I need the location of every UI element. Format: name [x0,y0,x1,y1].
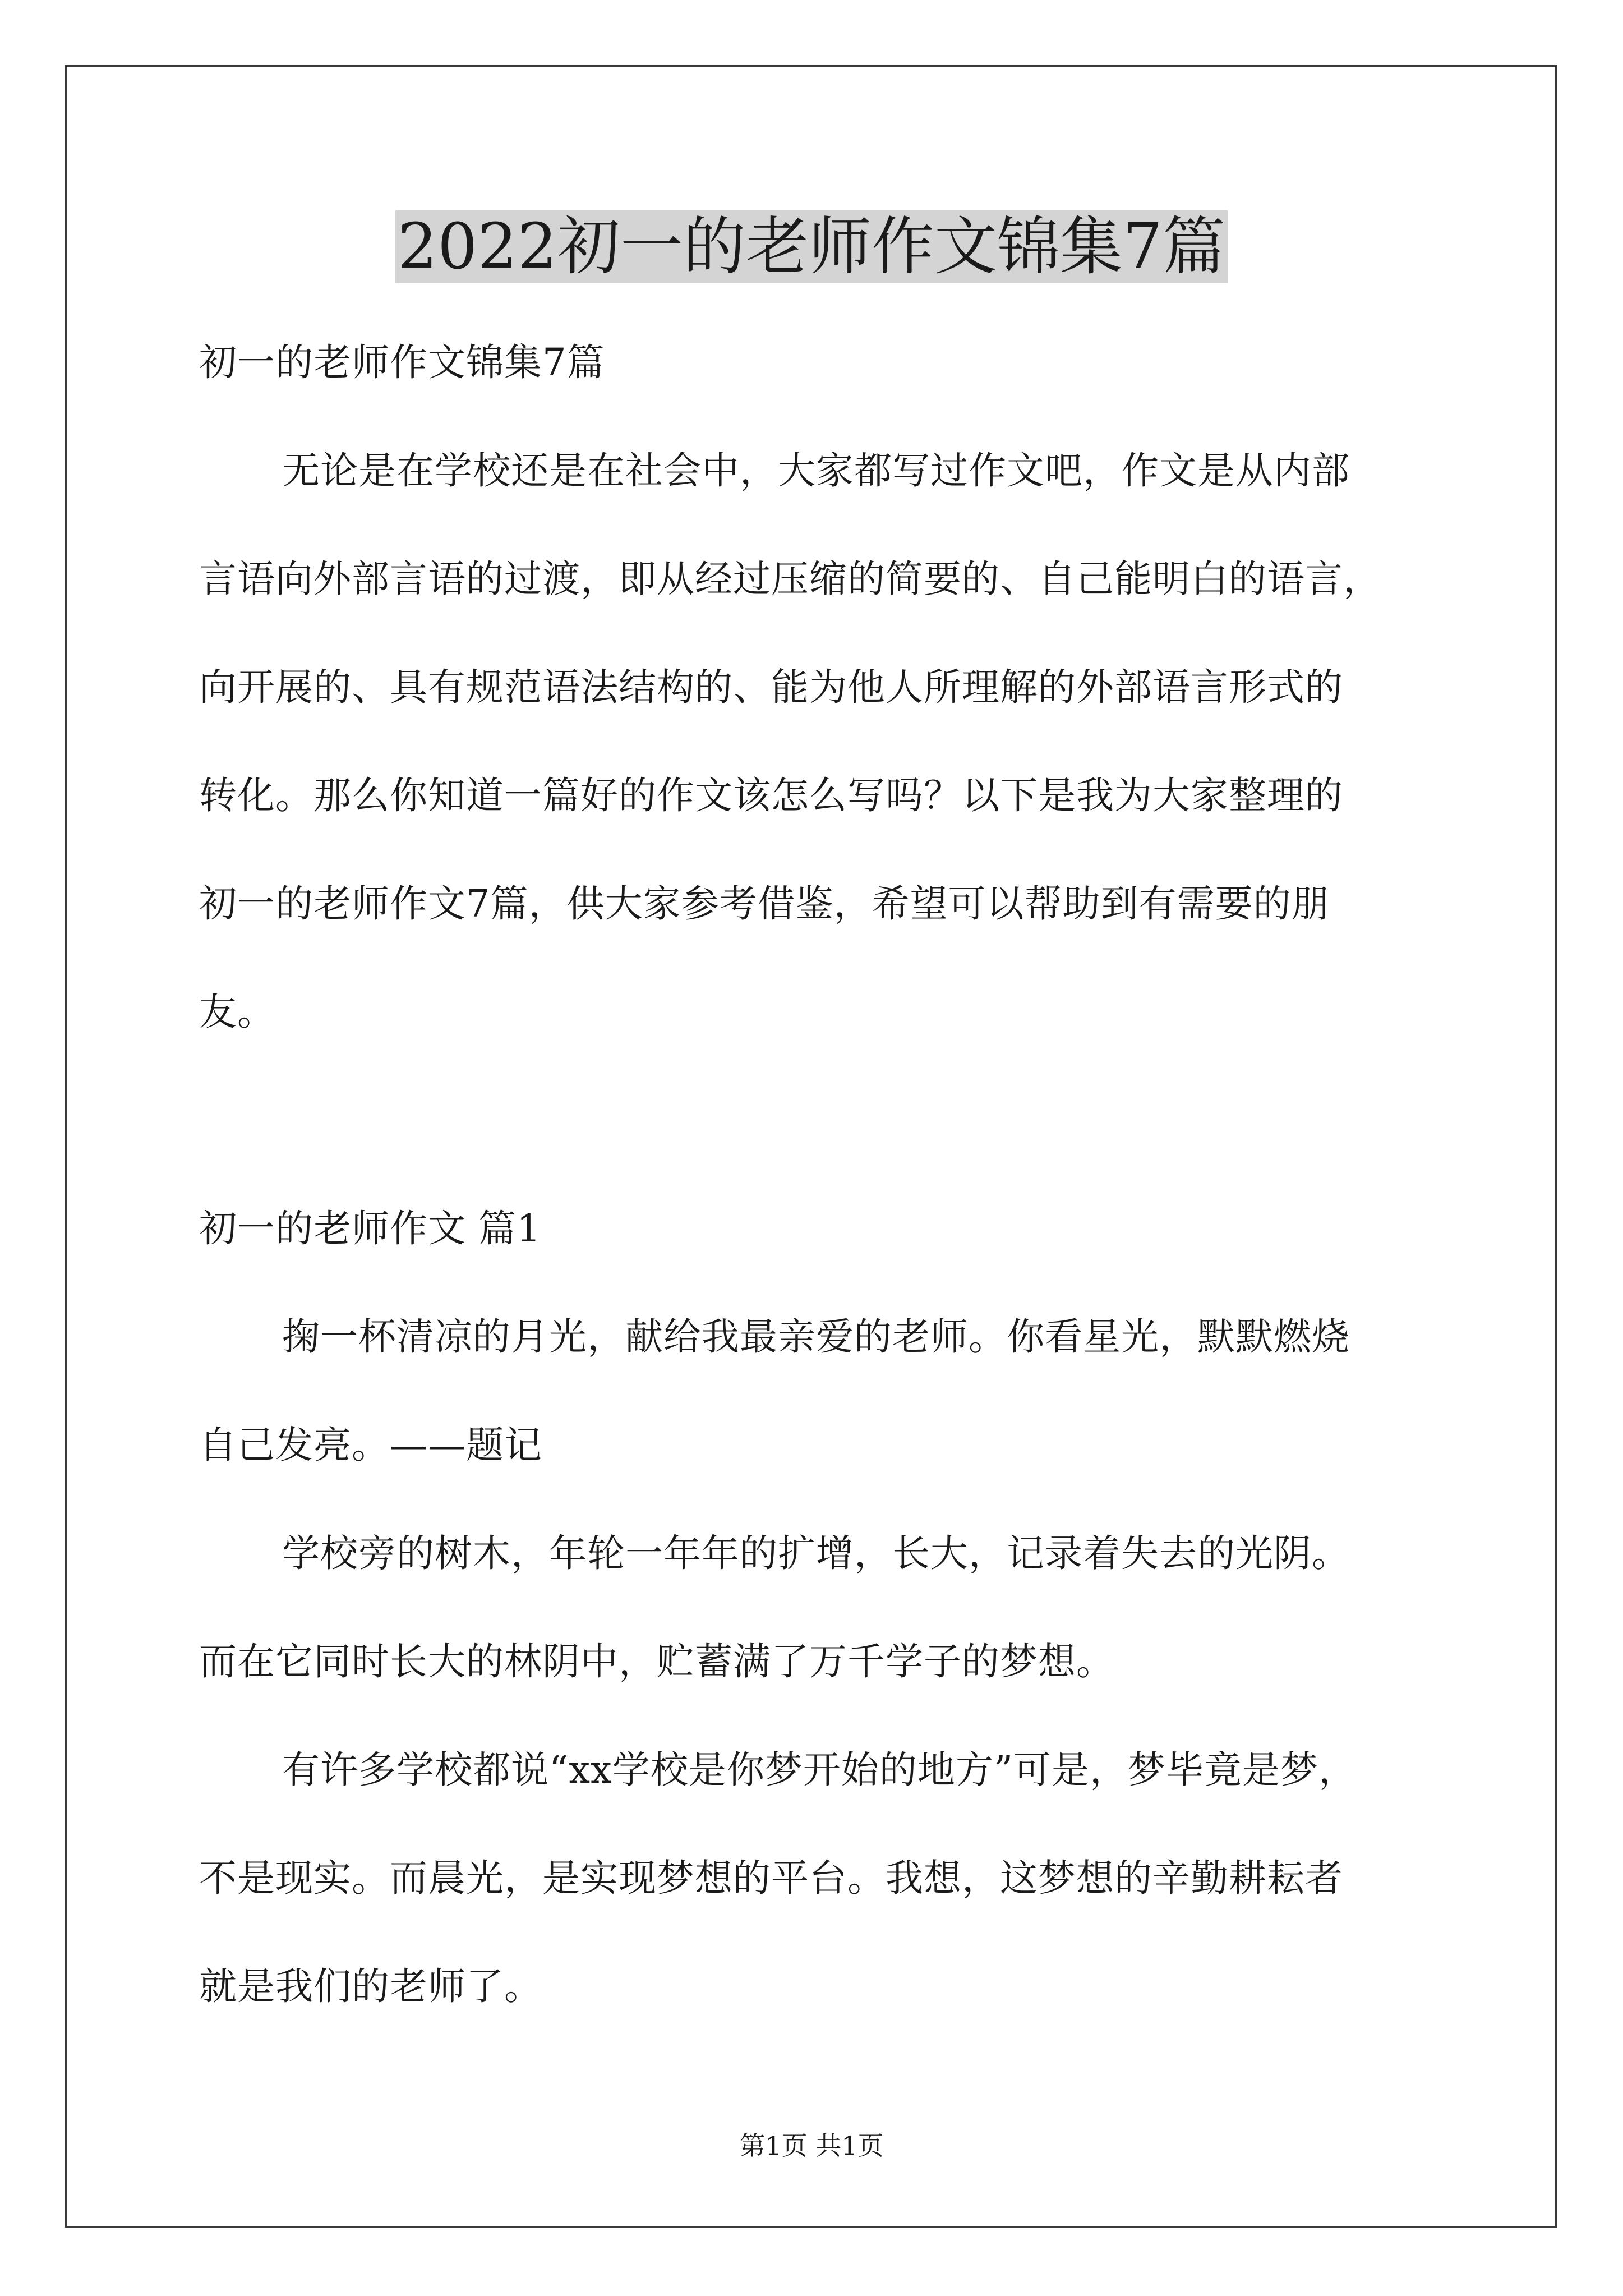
intro-line: 言语向外部言语的过渡，即从经过压缩的简要的、自己能明白的语言， [199,557,1381,601]
section-line: 自己发亮。——题记 [199,1423,542,1467]
document-body [199,309,1438,2041]
section-line: 而在它同时长大的林阴中，贮蓄满了万千学子的梦想。 [199,1640,1114,1683]
section-heading: 初一的老师作文 篇1 [199,1207,541,1250]
section-line: 学校旁的树木，年轮一年年的扩增，长大，记录着失去的光阴。 [282,1531,1350,1575]
intro-line: 无论是在学校还是在社会中，大家都写过作文吧，作文是从内部 [282,449,1350,493]
section-line: 掬一杯清凉的月光，献给我最亲爱的老师。你看星光，默默燃烧 [282,1315,1350,1359]
intro-line: 友。 [199,990,275,1034]
page-footer: 第1页 共1页 [739,2131,884,2161]
paragraph-gap [199,1066,1438,1175]
section-line: 就是我们的老师了。 [199,1964,542,2008]
section-line: 不是现实。而晨光，是实现梦想的平台。我想，这梦想的辛勤耕耘者 [199,1856,1343,1900]
document-subtitle: 初一的老师作文锦集7篇 [199,341,605,384]
intro-line: 转化。那么你知道一篇好的作文该怎么写吗？以下是我为大家整理的 [199,774,1343,817]
intro-line: 向开展的、具有规范语法结构的、能为他人所理解的外部语言形式的 [199,665,1343,709]
document-title [0,205,1623,289]
section-line: 有许多学校都说“xx学校是你梦开始的地方”可是，梦毕竟是梦， [282,1748,1357,1792]
document-title-text: 2022初一的老师作文锦集7篇 [395,210,1228,283]
intro-line: 初一的老师作文7篇，供大家参考借鉴，希望可以帮助到有需要的朋 [199,882,1330,926]
